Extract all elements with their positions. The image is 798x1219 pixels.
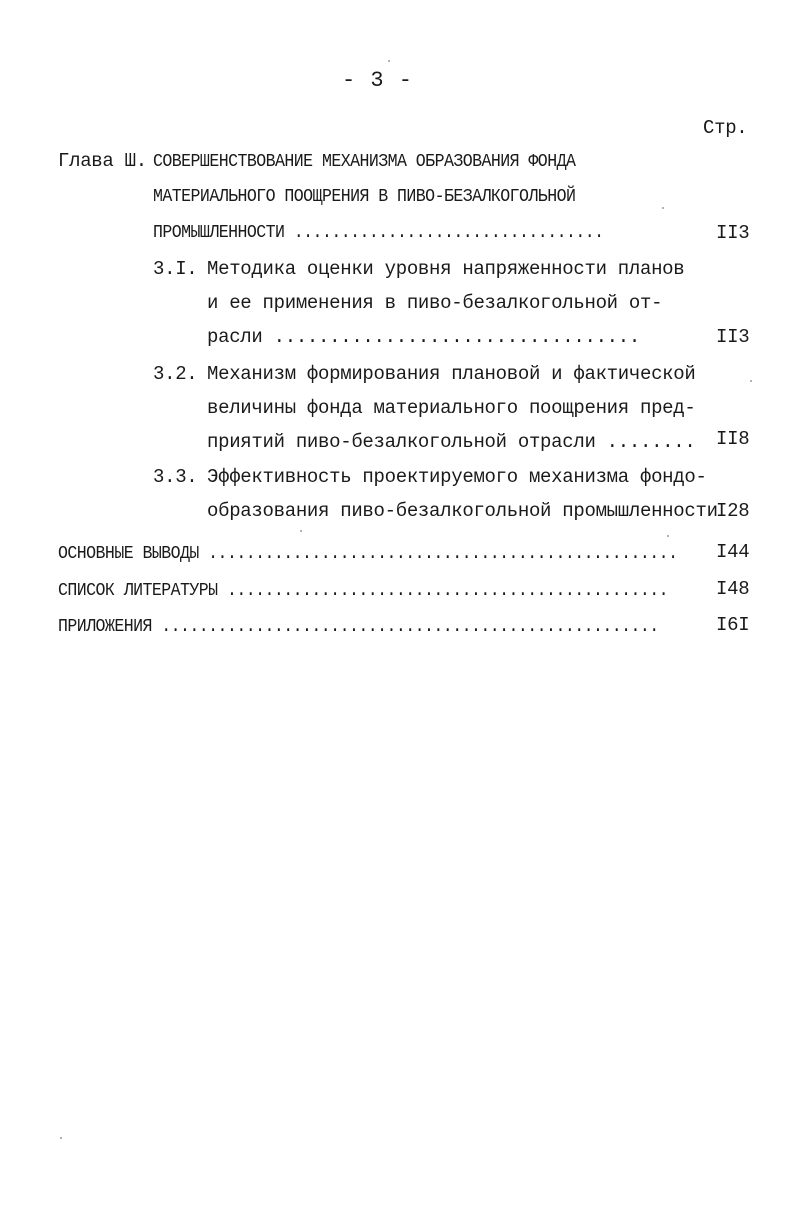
chapter-title-line-3: ПРОМЫШЛЕННОСТИ ................................. (153, 223, 604, 243)
chapter-title-line-1: СОВЕРШЕНСТВОВАНИЕ МЕХАНИЗМА ОБРАЗОВАНИЯ ФОНДА (153, 152, 576, 172)
section-page-number: I28 (716, 500, 750, 522)
section-title-line: величины фонда материального поощрения пред- (207, 397, 696, 419)
scan-speck (750, 380, 752, 382)
section-title-line: образования пиво-безалкогольной промышленности (207, 500, 718, 522)
section-title-line: расли ................................. (207, 326, 640, 348)
toc-entry-appendices: ПРИЛОЖЕНИЯ ..................................................... (58, 617, 659, 637)
section-title-line: и ее применения в пиво-безалкогольной от- (207, 292, 663, 314)
toc-entry-page-number: I6I (716, 614, 750, 636)
page-column-header: Стр. (703, 117, 748, 139)
section-title-line: приятий пиво-безалкогольной отрасли ........ (207, 431, 696, 453)
scan-speck (388, 60, 390, 62)
chapter-page-number: II3 (716, 222, 750, 244)
section-page-number: II3 (716, 326, 750, 348)
section-page-number: II8 (716, 428, 750, 450)
section-title-line: Механизм формирования плановой и фактической (207, 363, 696, 385)
toc-entry-page-number: I48 (716, 578, 750, 600)
section-number: 3.I. (153, 258, 198, 280)
scan-speck (60, 1137, 62, 1139)
section-title-line: Эффективность проектируемого механизма фондо- (207, 466, 707, 488)
scan-speck (662, 207, 664, 209)
scan-speck (667, 535, 669, 537)
toc-entry-page-number: I44 (716, 541, 750, 563)
chapter-label: Глава Ш. (58, 150, 147, 172)
section-number: 3.3. (153, 466, 198, 488)
chapter-title-line-2: МАТЕРИАЛЬНОГО ПООЩРЕНИЯ В ПИВО-БЕЗАЛКОГОЛЬНОЙ (153, 187, 576, 207)
toc-entry-conclusions: ОСНОВНЫЕ ВЫВОДЫ .................................................. (58, 544, 678, 564)
scan-speck (300, 530, 302, 532)
toc-entry-references: СПИСОК ЛИТЕРАТУРЫ ............................................... (58, 581, 669, 601)
page-number: - 3 - (342, 68, 414, 93)
section-number: 3.2. (153, 363, 198, 385)
section-title-line: Методика оценки уровня напряженности планов (207, 258, 685, 280)
